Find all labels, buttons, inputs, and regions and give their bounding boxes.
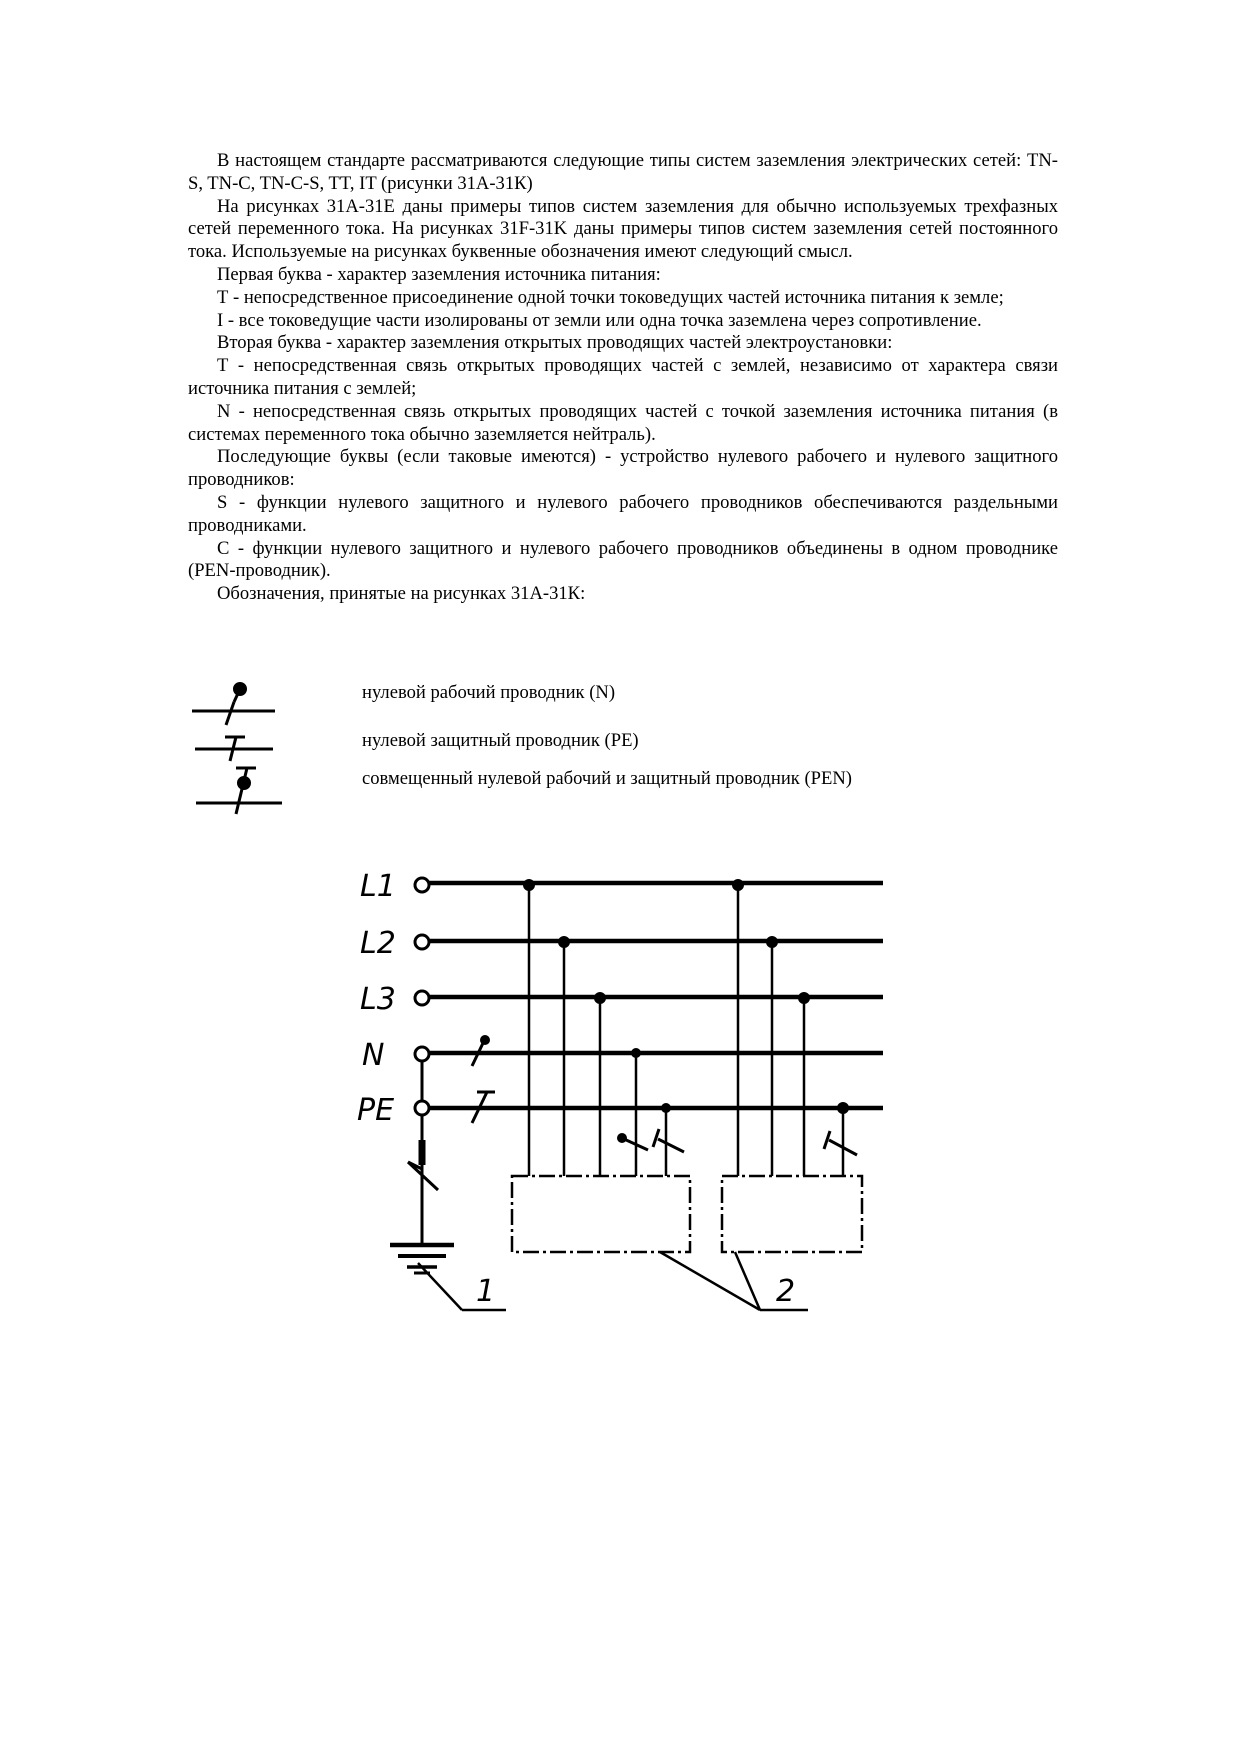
paragraph: В настоящем стандарте рассматриваются следующие типы систем заземления электрических сетей: TN-S, TN-C, TN-C-S, TT, IT (рисунки 31А-31К) <box>188 150 1058 194</box>
terminal-pe <box>415 1101 429 1115</box>
pen-conductor-symbol <box>196 768 282 814</box>
paragraph: S - функции нулевого защитного и нулевого рабочего проводников обеспечиваются раздельными проводниками. <box>188 491 1058 536</box>
label-l1: L1 <box>360 869 396 904</box>
label-n: N <box>362 1038 385 1073</box>
terminal-l3 <box>415 991 429 1005</box>
paragraph: Первая буква - характер заземления источника питания: <box>217 263 661 285</box>
paragraph: Обозначения, принятые на рисунках 31А-31К: <box>217 583 586 605</box>
callout-2: 2 <box>776 1274 796 1309</box>
paragraph: С - функции нулевого защитного и нулевого рабочего проводников объединены в одном проводнике (PEN-проводник). <box>188 537 1058 582</box>
paragraph: Вторая буква - характер заземления открытых проводящих частей электроустановки: <box>217 332 893 354</box>
label-pe: PE <box>357 1093 395 1128</box>
legend-n-text: нулевой рабочий проводник (N) <box>362 682 616 703</box>
paragraph: Последующие буквы (если таковые имеются) - устройство нулевого рабочего и нулевого защитного проводников: <box>188 446 1058 491</box>
legend-pen-text: совмещенный нулевой рабочий и защитный проводник (PEN) <box>362 768 852 789</box>
equipment-box-2 <box>722 1176 862 1252</box>
terminal-l2 <box>415 935 429 949</box>
paragraph: I - все токоведущие части изолированы от земли или одна точка заземлена через сопротивление. <box>217 309 982 331</box>
legend-pe-text: нулевой защитный проводник (РЕ) <box>362 730 639 751</box>
n-conductor-symbol <box>192 684 275 726</box>
pe-conductor-symbol <box>195 737 273 761</box>
paragraph: На рисунках 31А-31Е даны примеры типов систем заземления для обычно используемых трехфазных сетей переменного тока. На рисунках 31F-31K даны примеры типов систем заземления сетей постоянного тока. Используемые на рисунках буквенные обозначения имеют следующий смысл. <box>188 195 1058 263</box>
callout-1: 1 <box>476 1274 496 1309</box>
equipment-box-1 <box>512 1176 690 1252</box>
terminal-n <box>415 1047 429 1061</box>
grounding-diagram <box>390 878 883 1310</box>
terminal-l1 <box>415 878 429 892</box>
paragraph: Т - непосредственная связь открытых проводящих частей с землей, независимо от характера связи источника питания с землей; <box>188 355 1058 399</box>
label-l3: L3 <box>360 982 396 1017</box>
paragraph: Т - непосредственное присоединение одной точки токоведущих частей источника питания к земле; <box>217 286 1004 308</box>
label-l2: L2 <box>360 926 396 961</box>
paragraph: N - непосредственная связь открытых проводящих частей с точкой заземления источника питания (в системах переменного тока обычно заземляется нейтраль). <box>188 400 1058 445</box>
